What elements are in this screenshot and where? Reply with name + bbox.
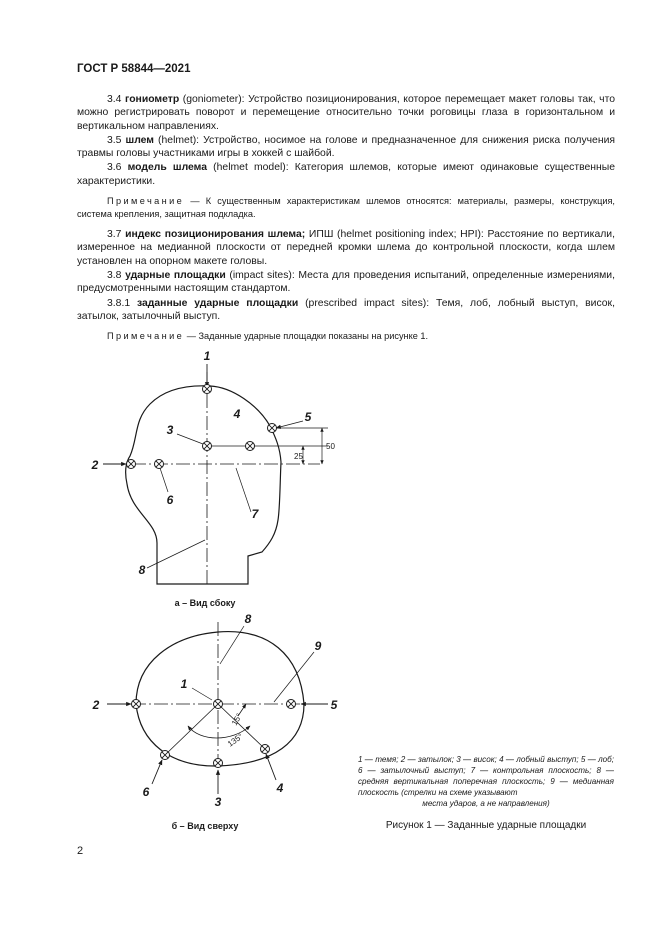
figure-caption: Рисунок 1 — Заданные ударные площадки bbox=[385, 820, 587, 831]
dimension-50-label: 50 bbox=[326, 442, 335, 451]
site-1-top bbox=[214, 700, 223, 709]
term: модель шлема bbox=[127, 162, 208, 174]
definition-text: (goniometer): Устройство позиционирования, которое перемещает макет головы так, что можно регистрировать поворот и перемещение относительно точки роговицы глаза в горизонтальном и вертикальном направлениях. bbox=[77, 94, 615, 132]
head-top-outline bbox=[136, 632, 304, 766]
clause-number: 3.8 bbox=[107, 269, 122, 281]
site-5-side bbox=[268, 424, 277, 433]
site-3-side bbox=[203, 442, 212, 451]
page-number: 2 bbox=[77, 845, 84, 857]
site-4-top bbox=[261, 745, 270, 754]
definition-text: (prescribed impact sites): Темя, лоб, лобный выступ, висок, затылок, затылочный выступ. bbox=[77, 297, 615, 322]
angle-135-label: 135° bbox=[225, 731, 245, 749]
clause-number: 3.6 bbox=[107, 162, 122, 174]
definition-text: ИПШ (helmet positioning index; HPI): Расстояние по вертикали, измеренное на медианной плоскости от передней кромки шлема до контрольной плоскости, когда шлем установлен на опорном макете головы. bbox=[77, 229, 615, 267]
label-1-side: 1 bbox=[203, 349, 211, 363]
clause-number: 3.4 bbox=[107, 94, 122, 105]
site-2-top bbox=[132, 700, 141, 709]
dimension-25-label: 25 bbox=[294, 452, 303, 461]
label-8-top: 8 bbox=[244, 612, 252, 626]
clause-number: 3.7 bbox=[107, 229, 122, 241]
leader-6 bbox=[160, 468, 168, 492]
note-text: — Заданные ударные площадки показаны на рисунке 1. bbox=[184, 331, 429, 342]
label-3-top: 3 bbox=[214, 795, 222, 809]
caption-top-view: б – Вид сверху bbox=[171, 821, 239, 831]
label-5-side: 5 bbox=[304, 410, 312, 424]
term: ударные площадки bbox=[125, 269, 226, 281]
arrow-5-side bbox=[276, 421, 303, 428]
label-1-top: 1 bbox=[180, 677, 188, 691]
definition-text: (helmet): Устройство, носимое на голове и предназначенное для снижения риска получения травмы головы участниками игры в хоккей с шайбой. bbox=[77, 134, 616, 160]
leader-8 bbox=[147, 540, 205, 568]
label-5-top: 5 bbox=[330, 698, 338, 712]
note-label: Примечание bbox=[107, 331, 185, 342]
label-4-side: 4 bbox=[233, 407, 241, 421]
leader-3 bbox=[177, 434, 203, 444]
label-6-side: 6 bbox=[166, 493, 174, 507]
site-4-side bbox=[246, 442, 255, 451]
angle-15-label: 15° bbox=[229, 712, 244, 727]
legend-text-last: места ударов, а не направления) bbox=[422, 799, 550, 808]
clause-number: 3.8.1 bbox=[107, 297, 131, 309]
clause-number: 3.5 bbox=[107, 134, 122, 146]
figure-legend bbox=[358, 754, 614, 809]
label-8-side: 8 bbox=[138, 563, 146, 577]
term: индекс позиционирования шлема; bbox=[125, 229, 306, 241]
term: шлем bbox=[125, 134, 154, 146]
note-label: Примечание bbox=[107, 196, 185, 207]
site-6-side bbox=[155, 460, 164, 469]
label-2-side: 2 bbox=[91, 458, 99, 472]
leader-1-top bbox=[192, 688, 212, 700]
leader-9-top bbox=[274, 652, 314, 702]
site-1-side bbox=[203, 385, 212, 394]
site-2-side bbox=[127, 460, 136, 469]
site-3-top bbox=[214, 759, 223, 768]
document-header: ГОСТ Р 58844—2021 bbox=[77, 63, 191, 75]
term: заданные ударные площадки bbox=[137, 297, 299, 309]
label-4-top: 4 bbox=[276, 781, 284, 795]
leader-7 bbox=[236, 468, 251, 512]
site-6-top bbox=[161, 751, 170, 760]
site-5-top bbox=[287, 700, 296, 709]
label-6-top: 6 bbox=[142, 785, 150, 799]
label-3-side: 3 bbox=[166, 423, 174, 437]
arrow-4-top bbox=[266, 754, 276, 780]
side-view-diagram bbox=[103, 364, 328, 584]
caption-side-view: а – Вид сбоку bbox=[174, 598, 236, 608]
label-2-top: 2 bbox=[92, 698, 100, 712]
arrow-6-top bbox=[152, 760, 162, 784]
head-profile-outline bbox=[126, 386, 281, 584]
definition-text: (impact sites): Места для проведения испытаний, определенные измерениями, предусмотренными настоящим стандартом. bbox=[77, 269, 616, 295]
definition-text: (helmet model): Категория шлемов, которые имеют одинаковые существенные характеристики. bbox=[77, 162, 615, 187]
note-text: — К существенным характеристикам шлемов относятся: материалы, размеры, конструкция, система крепления, защитная подкладка. bbox=[77, 196, 615, 219]
term: гониометр bbox=[125, 94, 180, 105]
legend-text: 1 — темя; 2 — затылок; 3 — висок; 4 — лобный выступ; 5 — лоб; 6 — затылочный выступ; 7 — контрольная плоскость; 8 — средняя вертикальная поперечная плоскость; 9 — медианная плоскость (стрелки на схеме указывают bbox=[358, 755, 614, 797]
label-9-top: 9 bbox=[314, 639, 322, 653]
label-7-side: 7 bbox=[251, 507, 259, 521]
